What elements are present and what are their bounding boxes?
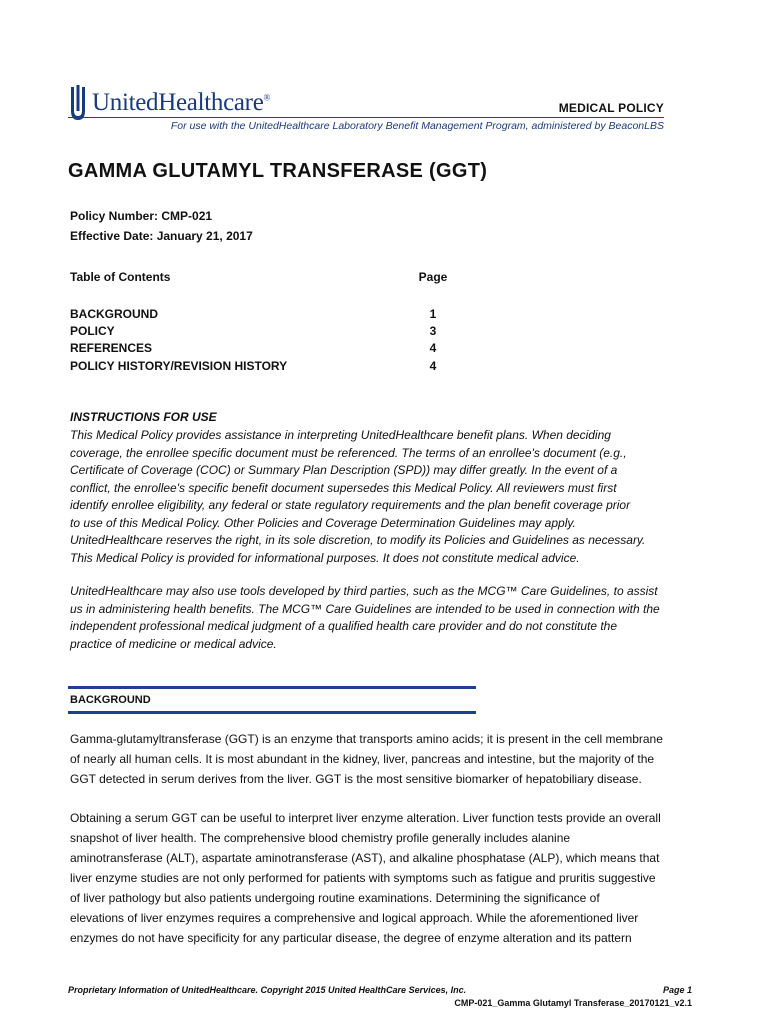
- section-rule-bottom: [68, 711, 476, 714]
- toc-heading: Table of Contents: [70, 270, 171, 284]
- toc-item-page: 1: [429, 307, 437, 321]
- toc-item-label[interactable]: POLICY HISTORY/REVISION HISTORY: [70, 359, 288, 373]
- program-line: For use with the UnitedHealthcare Laboratory Benefit Management Program, administered by BeaconLBS: [170, 120, 664, 132]
- toc-page-heading: Page: [418, 270, 448, 284]
- background-heading: BACKGROUND: [70, 694, 151, 706]
- toc-item-page: 4: [429, 359, 437, 373]
- instructions-paragraph-1: This Medical Policy provides assistance in interpreting UnitedHealthcare benefit plans. When deciding coverage, the enrollee specific document must be referenced. The terms of an enrollee's document (e.g., Certificate of Coverage (COC) or Summary Plan Description (SPD)) may differ greatly. In the event of a conflict, the enrollee's specific benefit document supersedes this Medical Policy. All reviewers must first identify enrollee eligibility, any federal or state regulatory requirements and the plan benefit coverage prior to use of this Medical Policy. Other Policies and Coverage Determination Guidelines may apply. UnitedHealthcare reserves the right, in its sole discretion, to modify its Policies and Guidelines as necessary. This Medical Policy is provided for informational purposes. It does not constitute medical advice.: [70, 428, 646, 565]
- document-type-label: MEDICAL POLICY: [558, 101, 664, 115]
- background-paragraph-1: Gamma-glutamyltransferase (GGT) is an enzyme that transports amino acids; it is present in the cell membrane of nearly all human cells. It is most abundant in the kidney, liver, pancreas and intestine, but the majority of the GGT detected in serum derives from the liver. GGT is the most sensitive biomarker of hepatobiliary disease.: [70, 732, 663, 786]
- page-title: GAMMA GLUTAMYL TRANSFERASE (GGT): [68, 160, 488, 182]
- toc-item-label[interactable]: POLICY: [70, 324, 115, 338]
- logo-wordmark: UnitedHealthcare®: [92, 89, 271, 116]
- header-divider: [68, 117, 664, 118]
- toc-item-page: 4: [429, 341, 437, 355]
- section-rule-top: [68, 686, 476, 689]
- instructions-heading: INSTRUCTIONS FOR USE: [70, 410, 217, 424]
- footer-document-id: CMP-021_Gamma Glutamyl Transferase_20170121_v2.1: [454, 998, 692, 1008]
- footer-proprietary: Proprietary Information of UnitedHealthcare. Copyright 2015 United HealthCare Services, Inc.: [68, 985, 467, 995]
- background-paragraph-2: Obtaining a serum GGT can be useful to interpret liver enzyme alteration. Liver function tests provide an overall snapshot of liver health. The comprehensive blood chemistry profile generally includes alanine aminotransferase (ALT), aspartate aminotransferase (AST), and alkaline phosphatase (ALP), which means that liver enzyme studies are not only performed for patients with symptoms such as fatigue and pruritis suggestive of liver pathology but also patients undergoing routine examinations. Determining the significance of elevations of liver enzymes requires a comprehensive and logical approach. While the aforementioned liver enzymes do not have specificity for any particular disease, the degree of enzyme alteration and its pattern: [70, 811, 661, 945]
- toc-item-label[interactable]: REFERENCES: [70, 341, 153, 355]
- instructions-paragraph-2: UnitedHealthcare may also use tools developed by third parties, such as the MCG™ Care Guidelines, to assist us in administering health benefits. The MCG™ Care Guidelines are intended to be used in connection with the independent professional medical judgment of a qualified health care provider and do not constitute the practice of medicine or medical advice.: [70, 584, 660, 651]
- toc-item-label[interactable]: BACKGROUND: [70, 307, 158, 321]
- effective-date: Effective Date: January 21, 2017: [70, 229, 253, 243]
- footer-page-number: Page 1: [662, 985, 692, 995]
- toc-item-page: 3: [429, 324, 437, 338]
- policy-number: Policy Number: CMP-021: [70, 209, 213, 223]
